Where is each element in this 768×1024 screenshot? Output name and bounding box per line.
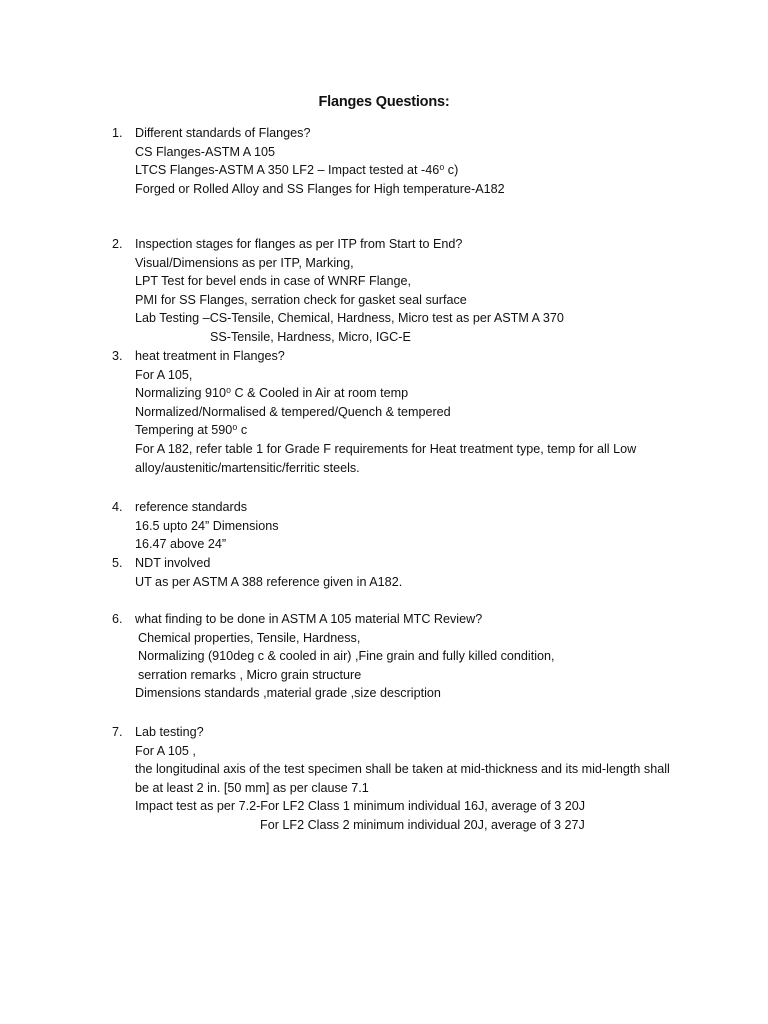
answer-line: Dimensions standards ,material grade ,size description [135,686,441,701]
answer-line: Lab Testing –CS-Tensile, Chemical, Hardness, Micro test as per ASTM A 370 [135,311,564,326]
question-text: Inspection stages for flanges as per ITP from Start to End? [135,237,463,251]
question-2 [112,235,712,347]
page-title: Flanges Questions: [318,94,450,110]
answer-line: serration remarks , Micro grain structure [138,667,362,682]
question-text: reference standards [135,500,248,514]
question-number: 3. [112,349,123,363]
question-text: Lab testing? [135,725,204,739]
question-text: what finding to be done in ASTM A 105 material MTC Review? [135,612,483,626]
question-4 [112,498,712,554]
question-5 [112,554,712,591]
answer-line: Normalized/Normalised & tempered/Quench & tempered [135,404,451,419]
question-6 [112,610,712,703]
answer-line: 16.47 above 24” [135,537,227,552]
answer-line: Forged or Rolled Alloy and SS Flanges for High temperature-A182 [135,181,505,196]
question-1 [112,124,712,198]
answer-line: PMI for SS Flanges, serration check for gasket seal surface [135,292,467,307]
answer-line: For LF2 Class 2 minimum individual 20J, average of 3 27J [260,817,585,832]
answer-line: 16.5 upto 24” Dimensions [135,518,279,533]
answer-line: SS-Tensile, Hardness, Micro, IGC-E [210,329,411,344]
answer-line: alloy/austenitic/martensitic/ferritic steels. [135,460,360,475]
answer-line: Visual/Dimensions as per ITP, Marking, [135,255,354,270]
answer-line: CS Flanges-ASTM A 105 [135,144,275,159]
question-text: heat treatment in Flanges? [135,349,285,363]
answer-line: Chemical properties, Tensile, Hardness, [138,630,361,645]
answer-line: Tempering at 590⁰ c [135,423,248,438]
answer-line: be at least 2 in. [50 mm] as per clause 7.1 [135,780,369,795]
answer-line: For A 105, [135,367,193,382]
answer-line: For A 182, refer table 1 for Grade F requirements for Heat treatment type, temp for all Low [135,441,637,456]
answer-line: Normalizing 910⁰ C & Cooled in Air at room temp [135,386,409,401]
answer-line: LPT Test for bevel ends in case of WNRF Flange, [135,274,412,289]
question-number: 2. [112,237,123,251]
question-text: Different standards of Flanges? [135,126,311,140]
question-number: 1. [112,126,123,140]
question-number: 4. [112,500,123,514]
question-number: 6. [112,612,123,626]
answer-line: For A 105 , [135,743,196,758]
answer-line: Impact test as per 7.2-For LF2 Class 1 minimum individual 16J, average of 3 20J [135,799,586,814]
question-text: NDT involved [135,556,211,570]
question-number: 7. [112,725,123,739]
question-7 [112,723,712,835]
question-3 [112,347,712,477]
answer-line: UT as per ASTM A 388 reference given in A182. [135,574,403,589]
question-number: 5. [112,556,123,570]
answer-line: Normalizing (910deg c & cooled in air) ,Fine grain and fully killed condition, [138,649,555,664]
answer-line: LTCS Flanges-ASTM A 350 LF2 – Impact tested at -46⁰ c) [135,163,459,178]
answer-line: the longitudinal axis of the test specimen shall be taken at mid-thickness and its mid-length shall [135,762,670,777]
